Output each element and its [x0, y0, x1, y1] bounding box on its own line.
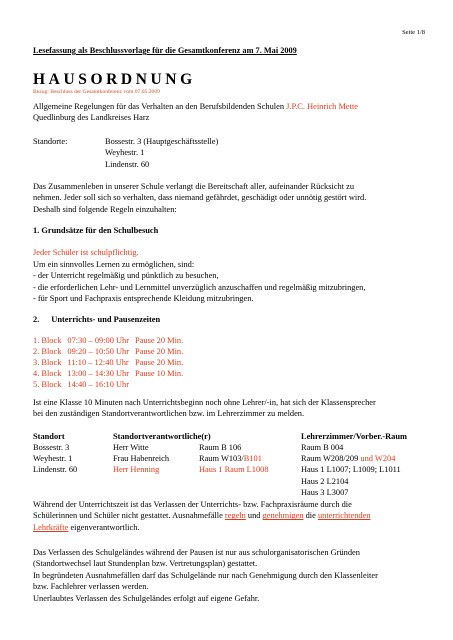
block-name: 1. Block — [33, 336, 62, 345]
cell-room: Raum W103/ — [199, 454, 244, 464]
school-name: J.P.C. Heinrich Mette — [286, 102, 359, 111]
document-title: HAUSORDNUNG — [33, 71, 196, 88]
block-name: 4. Block — [33, 369, 62, 379]
table-row — [33, 379, 189, 390]
cell-standort: Weyhestr. 1 — [33, 454, 73, 464]
header-lehrerzimmer: Lehrerzimmer/Vorber.-Raum — [301, 432, 407, 441]
standort-item: Weyhestr. 1 — [105, 148, 145, 158]
cell-room-red: B101 — [243, 454, 262, 464]
person-column — [113, 442, 169, 476]
block-time: 09:20 – 10:50 Uhr — [67, 347, 130, 357]
room-column — [199, 442, 269, 476]
block-time: 07:30 – 09:00 Uhr — [67, 336, 130, 345]
text-run-red: unterrichtenden — [317, 511, 371, 521]
section-1-title: 1. Grundsätze für den Schulbesuch — [33, 226, 159, 235]
block-name: 5. Block — [33, 380, 62, 390]
intro-line2: Quedlinburg des Landkreises Harz — [33, 113, 150, 123]
block-time: 11:10 – 12:40 Uhr — [67, 358, 129, 368]
cell-person: Herr Witte — [113, 443, 149, 452]
text-run: eigenverantwortlich. — [68, 522, 140, 532]
paragraph-line: Während der Unterrichtszeit ist das Verlassen der Unterrichts- bzw. Fachpraxisräume durch die — [33, 500, 352, 509]
table-row — [33, 357, 189, 368]
standorte-label: Standorte: — [33, 137, 68, 146]
text-run: Schülerinnen und Schüler nicht gestattet. Ausnahmefälle — [33, 511, 225, 521]
paragraph-line: nehmen. Jeder soll sich so verhalten, dass niemand gefährdet, geschädigt oder unnötig gestört wird. — [33, 193, 367, 203]
section-1-red-line: Jeder Schüler ist schulpflichtig. — [33, 248, 139, 257]
text-run-red: genehmigen — [262, 511, 304, 521]
cell-person: Herr Henning — [113, 465, 160, 475]
block-name: 3. Block — [33, 358, 62, 368]
block-name: 2. Block — [33, 347, 62, 357]
standort-item: Bossestr. 3 (Hauptgeschäftsstelle) — [105, 137, 219, 146]
list-item: - die erforderlichen Lehr- und Lernmittel unverzüglich anzuschaffen und regelmäßig mitzubringen, — [33, 282, 366, 292]
paragraph-line: Das Verlassen des Schulgeländes während der Pausen ist nur aus schulorganisatorischen Gründen — [33, 548, 360, 557]
standort-item: Lindenstr. 60 — [105, 159, 150, 169]
standorte-list — [105, 136, 218, 170]
block-schedule — [33, 335, 189, 390]
paragraph-3 — [33, 499, 371, 533]
standort-column — [33, 442, 77, 476]
paragraph-line: In begründeten Ausnahmefällen darf das Schulgelände nur nach Genehmigung durch den Klassenleiter — [33, 570, 378, 580]
paragraph-line: Deshalb sind folgende Regeln einzuhalten: — [33, 204, 177, 214]
lz-column — [301, 442, 401, 498]
section-2-number: 2. — [33, 315, 40, 324]
cell-standort: Lindenstr. 60 — [33, 465, 78, 475]
text-run-red: Lehrkräfte — [33, 522, 69, 532]
cell-lz-red: und W204 — [360, 454, 396, 464]
paragraph-line: (Standortwechsel laut Stundenplan bzw. Vertretungsplan) gestattet. — [33, 559, 258, 569]
cell-lz: Raum W208/209 — [301, 454, 361, 464]
paragraph-line: Unerlaubtes Verlassen des Schulgeländes erfolgt auf eigene Gefahr. — [33, 593, 260, 603]
intro-text: Allgemeine Regelungen für das Verhalten an den Berufsbildenden Schulen — [33, 102, 287, 111]
cell-lz: Haus 1 L1007; L1009; L1011 — [301, 465, 401, 475]
block-time: 14:40 – 16:10 Uhr — [67, 380, 130, 390]
table-row — [33, 335, 189, 346]
header-verantwortlich: Standortverantwortliche(r) — [113, 432, 211, 441]
reference-note: Bezug: Beschluss der Gesamtkonferenz vom 07.05.2009 — [33, 89, 160, 95]
table-row — [33, 346, 189, 357]
document-page — [33, 0, 423, 640]
cell-standort: Bossestr. 3 — [33, 443, 70, 452]
section-2-title — [33, 314, 160, 325]
cell-person: Frau Habenreich — [113, 454, 170, 464]
text-run: die — [303, 511, 318, 521]
header-standort: Standort — [33, 432, 65, 441]
cell-lz: Haus 2 L2104 — [301, 476, 349, 486]
list-item: Um ein sinnvolles Lernen zu ermöglichen, sind: — [33, 260, 195, 269]
block-time: 13:00 – 14:30 Uhr — [67, 369, 130, 379]
text-run-red: regeln — [224, 511, 246, 521]
paragraph-1 — [33, 181, 366, 215]
paragraph-line: bei den zuständigen Standortverantwortlichen bzw. im Lehrerzimmer zu melden. — [33, 409, 305, 419]
list-item: - der Unterricht regelmäßig und pünktlich zu besuchen, — [33, 271, 219, 281]
block-pause — [135, 379, 189, 390]
cell-lz: Raum B 004 — [301, 443, 344, 452]
paragraph-4 — [33, 547, 378, 604]
paragraph-line: Ist eine Klasse 10 Minuten nach Unterrichtsbeginn noch ohne Lehrer/-in, hat sich der Klassensprecher — [33, 398, 376, 407]
intro-paragraph — [33, 101, 358, 124]
paragraph-line: Das Zusammenleben in unserer Schule verlangt die Bereitschaft aller, aufeinander Rücksicht zu — [33, 182, 355, 191]
section-1-list — [33, 259, 365, 305]
block-pause: Pause 10 Min. — [135, 369, 184, 379]
block-pause: Pause 20 Min. — [135, 347, 184, 357]
paragraph-2 — [33, 397, 376, 420]
table-row — [33, 368, 189, 379]
list-item: - für Sport und Fachpraxis entsprechende Kleidung mitzubringen. — [33, 294, 254, 304]
paragraph-line: bzw. Fachlehrer verlassen werden. — [33, 582, 149, 592]
block-pause: Pause 20 Min. — [135, 336, 184, 345]
block-pause: Pause 20 Min. — [135, 358, 184, 368]
text-run: und — [245, 511, 263, 521]
document-heading: Lesefassung als Beschlussvorlage für die Gesamtkonferenz am 7. Mai 2009 — [33, 46, 297, 55]
cell-room: Raum B 106 — [199, 443, 242, 452]
section-2-label: Unterrichts- und Pausenzeiten — [51, 315, 161, 324]
page-number: Seite 1/8 — [402, 29, 425, 36]
cell-room: Haus 1 Raum L1008 — [199, 465, 269, 475]
cell-lz: Haus 3 L3007 — [301, 487, 349, 497]
